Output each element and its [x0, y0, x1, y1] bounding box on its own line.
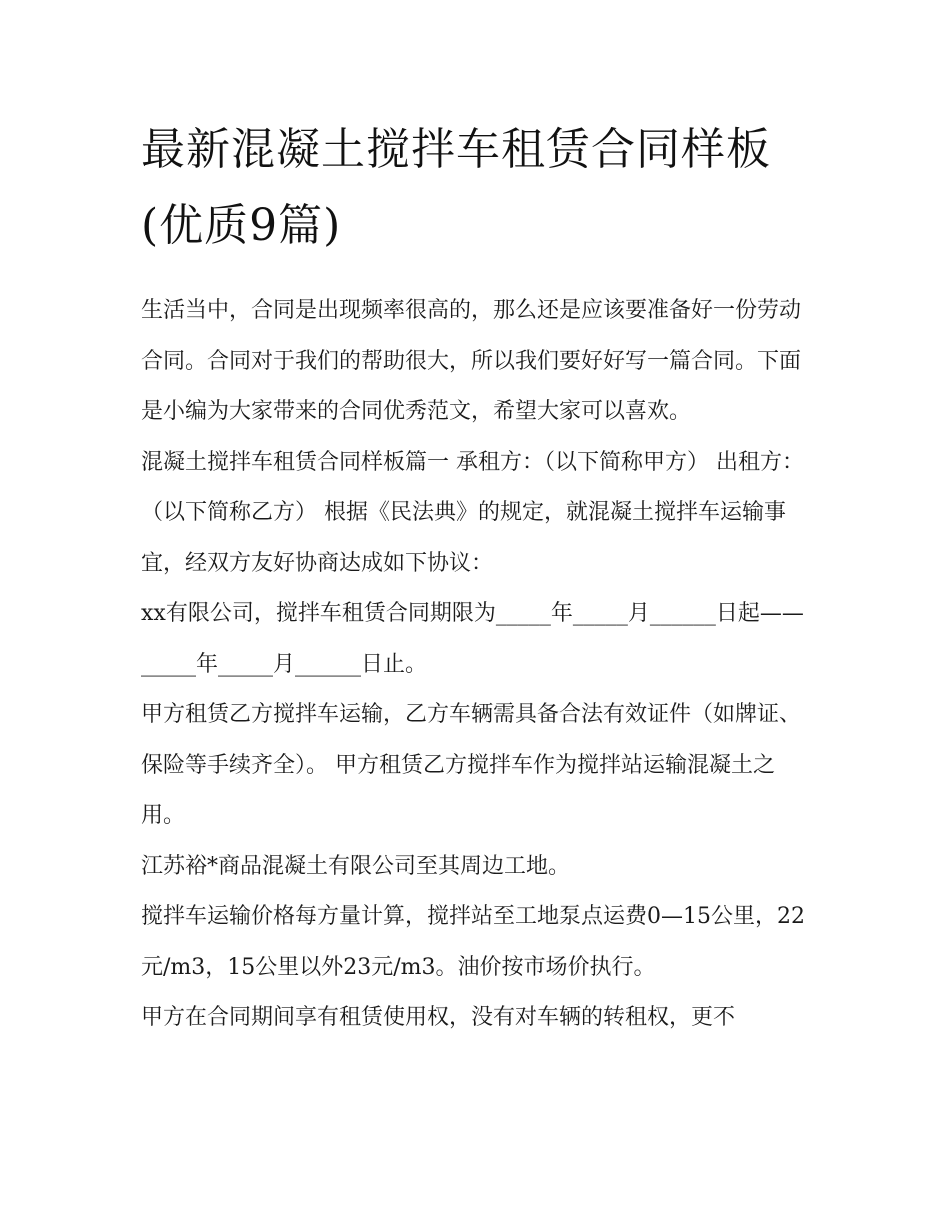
- vehicle-requirement-paragraph: 甲方租赁乙方搅拌车运输，乙方车辆需具备合法有效证件（如牌证、保险等手续齐全）。 甲方租赁乙方搅拌车作为搅拌站运输混凝土之用。: [141, 702, 802, 828]
- document-paragraphs: [141, 286, 813, 1044]
- transport-price-paragraph: 搅拌车运输价格每方量计算，搅拌站至工地泵点运费0—15公里，22元/m3，15公里以外23元/m3。油价按市场价执行。: [141, 904, 805, 980]
- intro-paragraph: 生活当中，合同是出现频率很高的，那么还是应该要准备好一份劳动合同。合同对于我们的帮助很大，所以我们要好好写一篇合同。下面是小编为大家带来的合同优秀范文，希望大家可以喜欢。: [141, 298, 802, 424]
- transport-route-paragraph: 江苏裕*商品混凝土有限公司至其周边工地。: [141, 853, 571, 879]
- document-body: [141, 112, 813, 1044]
- document-title: 最新混凝土搅拌车租赁合同样板(优质9篇): [141, 124, 771, 251]
- contract-parties-paragraph: 混凝土搅拌车租赁合同样板篇一 承租方：（以下简称甲方） 出租方：（以下简称乙方） 根据《民法典》的规定，就混凝土搅拌车运输事宜，经双方友好协商达成如下协议：: [141, 449, 804, 576]
- contract-term-paragraph: xx有限公司，搅拌车租赁合同期限为_____年_____月______日起——_____年_____月______日止。: [141, 601, 804, 677]
- usage-rights-paragraph: 甲方在合同期间享有租赁使用权，没有对车辆的转租权，更不: [141, 1005, 736, 1030]
